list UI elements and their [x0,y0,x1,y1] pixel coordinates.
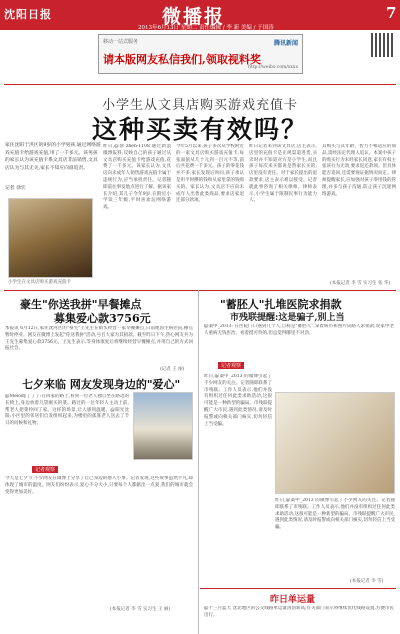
article-body: @Melody了了了:在回家的路上,看到一位老人独自坐在路边的长椅上,身边放着几袋刚买的菜。路过的一位年轻人主动上前,帮老人把菜拎回了家。这样的场景,让人感到温暖。@阳光沈阳:小区里的邻居们自发组织起来,为楼里的孤寡老人送去了节日的问候和礼物。 [5,394,129,427]
ad-tagline: 移动一站式服务 [103,39,139,45]
page-number: 7 [386,4,397,22]
article-headline: 豪生"你送我拼"早餐摊点 [20,298,142,311]
article-column: 今年5月以来,孩子多次从学校附近的一家文具店购买游戏充值卡,每张面值从几十元到一百元不等,前后共花费一千多元。孩子的零花钱并不多,家长发现后询问,孩子承认是用平时攒的钱和从家里拿的钱购买的。家长认为,文具店不应向未成年人出售此类商品,要求店家退还部分款项。 [176,144,244,204]
article-kicker: 小学生从文具店购买游戏充值卡 [101,98,298,113]
article-headline: 这种买卖有效吗？ [91,115,308,144]
section-tag: 记者观察 [32,466,58,473]
article-subheadline: 募集爱心款3756元 [54,312,151,325]
article-column: 昨日,@徐 zhen-1108 通过新浪微博报料,反映自己的孩子通过从文具店购买充值卡给游戏充值,花费了一千多元。该家长认为,文具店向未成年人销售游戏充值卡属于违规行为,应当承担责任。记者随即前往事发地点进行了解。据该家长介绍,其儿子今年9岁,在附近小学读三年级,平时喜欢玩网络游戏。 [103,144,171,211]
article-headline: 七夕来临 网友发现身边的"爱心" [22,378,181,391]
article-byline: (记者 王 丽) [160,367,185,372]
qr-code-icon [371,33,395,57]
article-lead: 家住沈阳于洪区的9岁的小学男孩,通过网络游戏充值卡给游戏充值,用了一千多元。该男孩的家长认为该充值卡系文具店非法销售,文具店认为与其无关,家长不知应向谁追责。 [5,143,101,171]
article-byline: (本报记者 李 雪 实习生 王 丽) [110,607,171,612]
page-header [0,0,400,30]
article-body: 昨日,@桑甲_2013 的微博引起了不少网友的关注。记者随即联系了市残联。工作人员表示,他们并没有组织过任何此类求助活动,这很可能是一种新型的骗局。市残联提醒广大市民,遇到此类情况,请及时报警或向相关部门核实,切勿轻信上当受骗。 [204,374,272,427]
article-body: 昨日,@桑甲_2013 的微博引起了不少网友的关注。记者随即联系了市残联。工作人员表示,他们并没有组织过任何此类求助活动,这很可能是一种新型的骗局。市残联提醒广大市民,遇到此类情况,请及时报警或向相关部门核实,切勿轻信上当受骗。 [275,498,395,531]
issue-meta: 2013年6月13日 星期二 责任编辑 / 李 新 美编 / 于国涛 [138,25,274,31]
article-column: 昨日记者来到该文具店,店主表示,店里的充值卡是正规渠道进货,买卖时并不知道对方是小学生,而且孩子每次来买都说是替家长买的,店里没有责任。对于家长提出的退款要求,店主表示难以接受。记者就此事咨询了相关律师。律师表示,小学生属于限制民事行为能力人。 [249,144,317,204]
article-photo [133,392,193,460]
photo-caption: 小学生在文具店购买游戏充值卡 [8,280,71,285]
lead-signature: 记者 徐宏 [5,186,26,191]
article-byline: (本报记者 李 雪) [350,579,384,584]
article-photo [275,392,395,494]
article-byline: (本报记者 李 雪 实习生 张 华) [330,281,391,286]
section-tag: 记者观察 [218,362,244,369]
article-body: 本报讯 6月12日,家住沈河区的"豪生"王先生在街头经营一家早餐摊点,日前他因生病住院,摊点暂时停业。网友在微博上发起"你送我拼"活动,号召大家为其捐款。截至昨日下午,热心网友共为王先生募集爱心款3756元。王先生表示,等身体康复后将继续经营早餐摊点,并用自己的方式回报社会。 [5,326,193,352]
article-subheadline: 市残联提醒:这是骗子,别上当 [230,313,345,323]
divider [200,588,396,589]
paper-name: 沈阳日报 [4,8,52,21]
advertisement-banner[interactable] [98,34,303,74]
article-headline: 昨日单运量 [270,595,316,605]
article-photo [8,198,93,278]
article-body: @桑甲_2013: 在医院门口遇到几个人,自称是"蓄胚人",拿着病历和照片向路人求捐款,说家中老人重病无钱医治。看着挺可怜的,但总觉得哪里不对劲。 [204,324,394,336]
article-body: 今天是七夕节,不少网友在微博上分享了自己身边的感人小事。记者发现,这些故事虽然平凡,却体现了城市的温度。网友们纷纷表示,爱心不分大小,只要每个人都献出一点爱,我们的城市就会变得更加美好。 [5,476,193,495]
article-column: 其购买与其年龄、智力不相适应的商品,需经法定代理人追认。本案中孩子的购买行为未经家长同意,家长有权主张该行为无效,要求返还款项。但具体能否追回,还需要视证据情况而定。律师提醒家长,应加强对孩子零用钱的管理,并多与孩子沟通,防止孩子沉迷网络游戏。 [322,144,396,197]
column-divider [198,290,199,634]
divider [4,290,396,291]
ad-logo: 腾讯新闻 [273,40,298,47]
article-headline: "蓄胚人"扎堆医院求捐款 [220,298,342,311]
ad-url[interactable]: http://weibo.com/xxxx [247,65,298,70]
section-title: 微播报 [162,6,226,28]
divider [4,84,396,85]
ad-headline: 请本版网友私信我们,领取视料奖 [103,53,261,66]
article-body: @十三月蓝天 沈北地区的公交线路单运量再创新高,有关部门表示将继续优化线路设置,方便市民出行。 [204,606,394,618]
